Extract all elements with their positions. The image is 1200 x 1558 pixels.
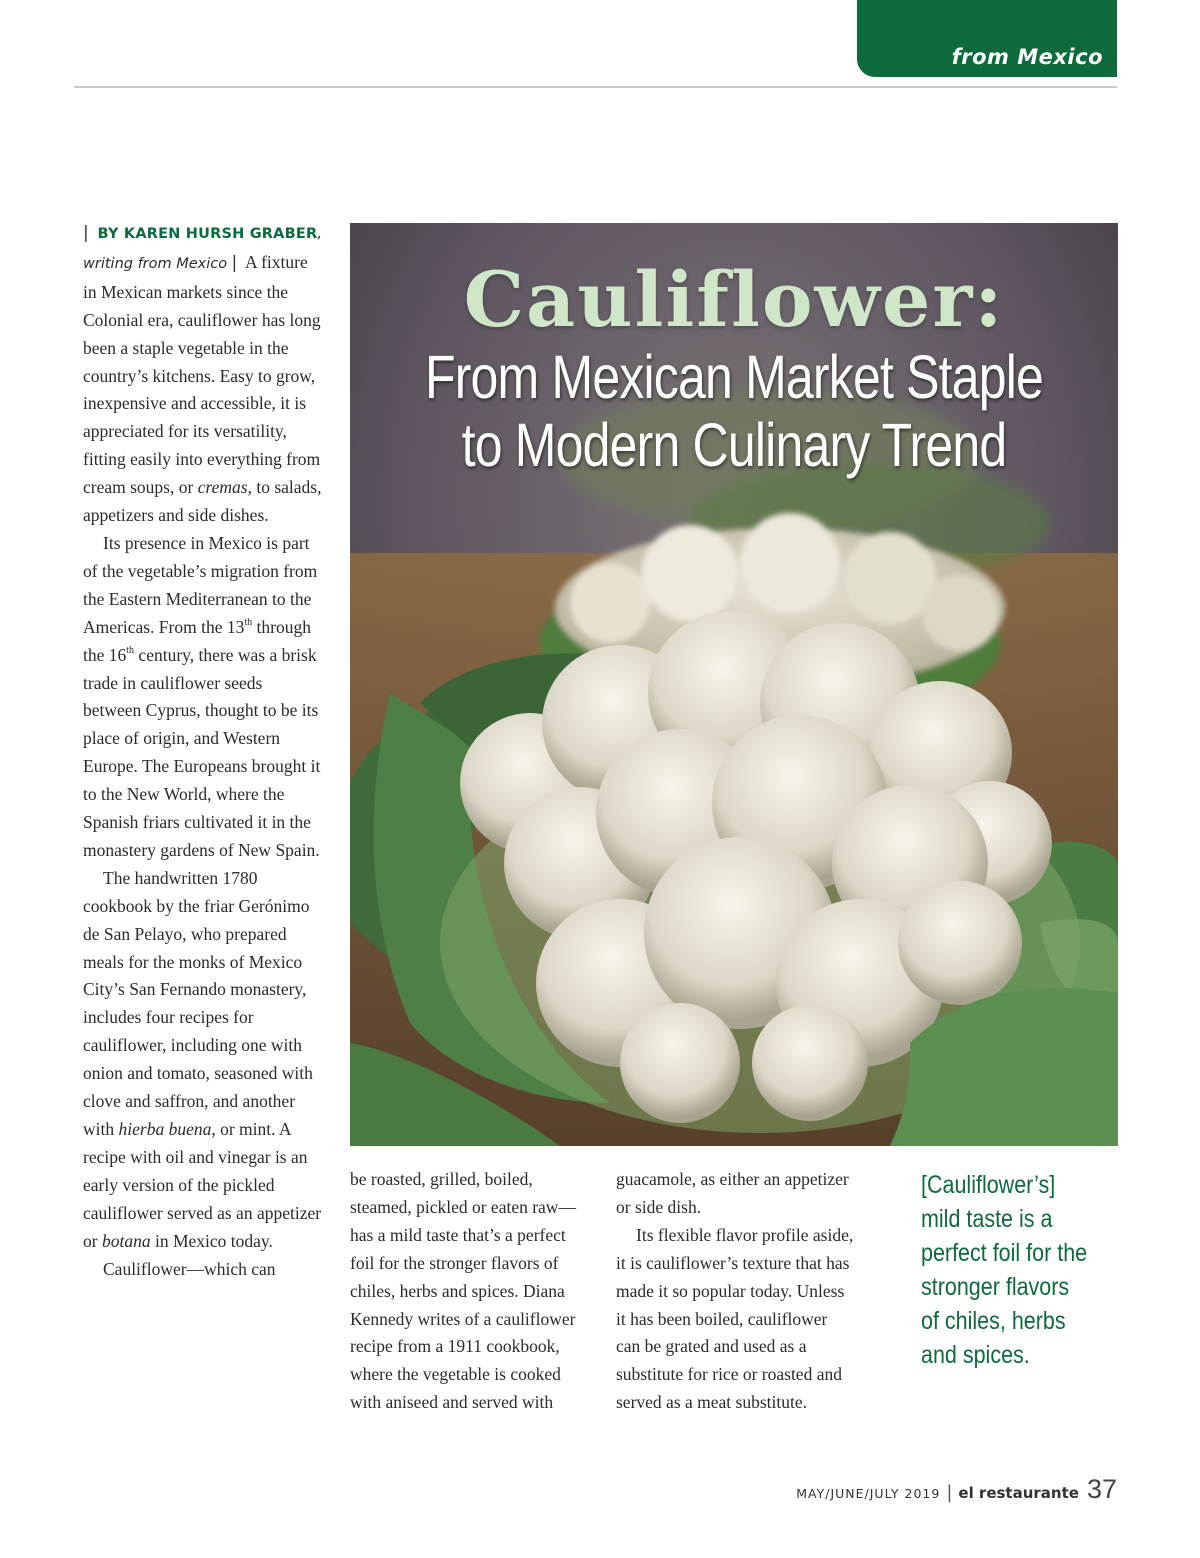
article-paragraph-1: | BY KAREN HURSH GRABER, writing from Mexico | A fixture in Mexican markets since the Colonial era, cauliflower has long been a staple vegetable in the country’s kitchens. Easy to grow, inexpensive and accessible, it is appreciated for its versatility, fitting easily into everything from cream soups, or cremas, to salads, appetizers and side dishes. bbox=[83, 223, 322, 526]
issue-date: MAY/JUNE/JULY 2019 bbox=[796, 1486, 941, 1501]
byline-author: BY KAREN HURSH GRABER bbox=[97, 226, 318, 242]
pull-quote: [Cauliflower’s] mild taste is a perfect foil for the stronger flavors of chiles, herbs and spices. bbox=[921, 1171, 1088, 1369]
article-paragraph-5: Its flexible flavor profile aside, it is cauliflower’s texture that has made it so popular today. Unless it has been boiled, cauliflower can be grated and used as a substitute for rice or roasted and served as a meat substitute. bbox=[616, 1224, 854, 1413]
headline-subtitle-line-2: to Modern Culinary Trend bbox=[461, 411, 1007, 479]
page-number: 37 bbox=[1086, 1474, 1117, 1504]
footer-separator: | bbox=[946, 1482, 953, 1503]
article-column-1 bbox=[83, 219, 323, 1283]
article-paragraph-4-end: guacamole, as either an appetizer or side dish. bbox=[616, 1169, 849, 1217]
section-label: from Mexico bbox=[951, 45, 1103, 69]
section-tab bbox=[857, 0, 1117, 77]
byline-dateline: writing from Mexico bbox=[83, 255, 228, 272]
article-paragraph-4-continued: be roasted, grilled, boiled, steamed, pickled or eaten raw—has a mild taste that’s a perfect foil for the stronger flavors of chiles, herbs and spices. Diana Kennedy writes of a cauliflower recipe from a 1911 cookbook, where the vegetable is cooked with aniseed and served with bbox=[350, 1169, 576, 1413]
article-column-2 bbox=[350, 1166, 590, 1417]
headline-subtitle-line-1: From Mexican Market Staple bbox=[424, 343, 1044, 411]
header-rule bbox=[74, 86, 1117, 88]
headline-title: Cauliflower: bbox=[463, 255, 1005, 344]
article-paragraph-4-start: Cauliflower—which can bbox=[103, 1258, 276, 1279]
article-paragraph-2: Its presence in Mexico is part of the vegetable’s migration from the Eastern Mediterranean to the Americas. From the 13th through the 16th century, there was a brisk trade in cauliflower seeds between Cyprus, thought to be its place of origin, and Western Europe. The Europeans brought it to the New World, where the Spanish friars cultivated it in the monastery gardens of New Spain. bbox=[83, 532, 321, 860]
article-column-3 bbox=[616, 1166, 856, 1417]
headline-block bbox=[350, 257, 1118, 479]
magazine-name: el restaurante bbox=[958, 1484, 1079, 1502]
article-paragraph-3: The handwritten 1780 cookbook by the friar Gerónimo de San Pelayo, who prepared meals for the monks of Mexico City’s San Fernando monastery, includes four recipes for cauliflower, including one with onion and tomato, seasoned with clove and saffron, and another with hierba buena, or mint. A recipe with oil and vinegar is an early version of the pickled cauliflower served as an appetizer or botana in Mexico today. bbox=[83, 867, 322, 1251]
cauliflower-photo bbox=[350, 223, 1118, 1146]
page-footer bbox=[796, 1474, 1117, 1505]
